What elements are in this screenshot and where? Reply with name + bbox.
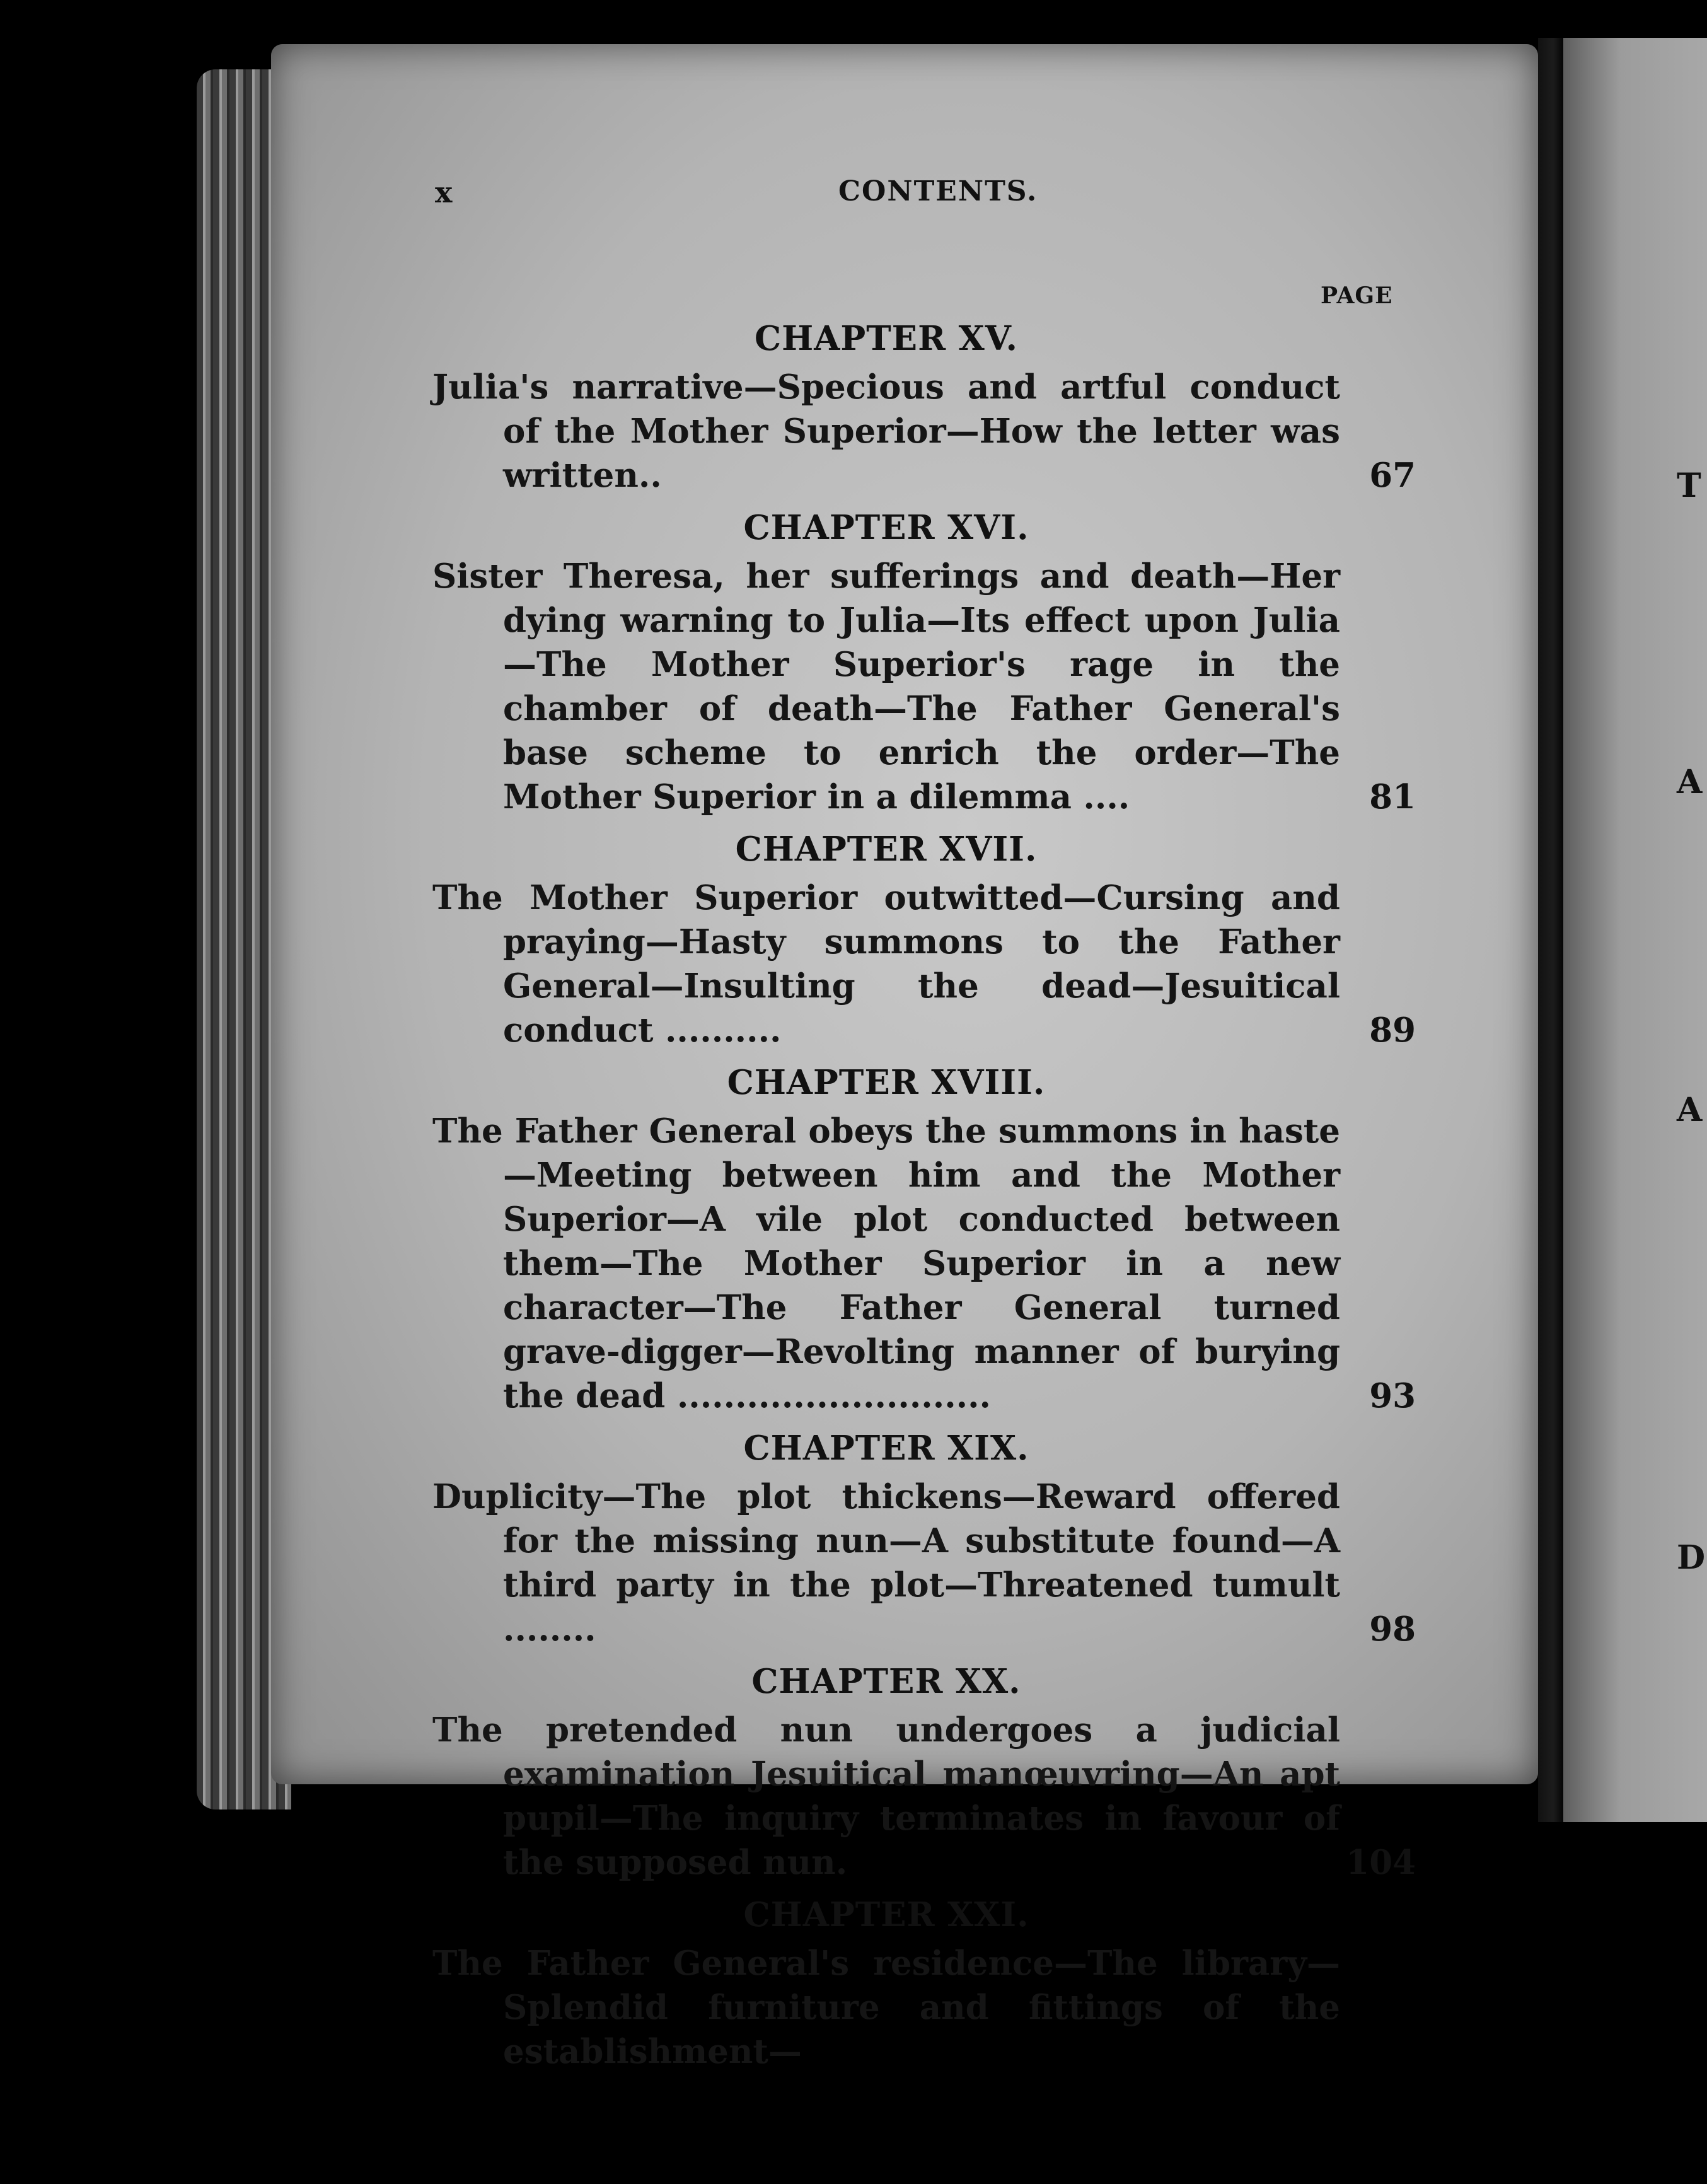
chapter-page-number: 89: [1369, 1011, 1416, 1050]
facing-page-fragment: A: [1677, 763, 1703, 801]
toc-entry: [432, 1888, 1416, 2074]
toc-entry: [432, 1422, 1416, 1651]
chapter-title: CHAPTER XVIII.: [727, 1063, 1046, 1102]
toc-entry: [432, 312, 1416, 497]
chapter-summary: [432, 1475, 1416, 1651]
toc-entry: [432, 501, 1416, 819]
chapter-summary: [432, 1708, 1416, 1885]
chapter-title: CHAPTER XX.: [751, 1662, 1021, 1701]
chapter-summary-text: Duplicity—The plot thickens—Reward offered for the missing nun—A substitute found—A third party in the plot—Threatened tumult ........: [432, 1477, 1340, 1649]
chapter-title: CHAPTER XVII.: [735, 830, 1038, 869]
page-column-label: PAGE: [1321, 282, 1393, 309]
chapter-summary: [432, 554, 1416, 819]
running-head: [0, 175, 1707, 219]
toc-entry: [432, 823, 1416, 1052]
facing-page-fragment: T: [1677, 467, 1701, 505]
chapter-title: CHAPTER XV.: [755, 319, 1018, 358]
toc-entry: [432, 1056, 1416, 1418]
chapter-page-number: 93: [1369, 1376, 1416, 1415]
chapter-summary: [432, 1941, 1340, 2074]
chapter-summary: [432, 365, 1416, 497]
chapter-summary-text: The Father General obeys the summons in haste—Meeting between him and the Mother Superior—A vile plot conducted between them—The Mother Superior in a new character—The Father General turned grave-digger—Revolting manner of burying the dead ...........................: [432, 1112, 1340, 1415]
chapter-summary: [432, 1109, 1416, 1418]
chapter-page-number: 98: [1369, 1610, 1416, 1649]
facing-page: [1563, 38, 1707, 1822]
chapter-summary-text: The Mother Superior outwitted—Cursing and praying—Hasty summons to the Father General—Insulting the dead—Jesuitical conduct ..........: [432, 878, 1340, 1050]
facing-page-fragment: A: [1677, 1091, 1703, 1129]
chapter-title: CHAPTER XIX.: [743, 1429, 1029, 1468]
chapter-summary-text: Julia's narrative—Specious and artful conduct of the Mother Superior—How the letter was written..: [432, 368, 1340, 495]
chapter-summary: [432, 876, 1416, 1052]
chapter-page-number: 81: [1369, 777, 1416, 816]
chapter-page-number: 104: [1346, 1843, 1416, 1882]
chapter-title: CHAPTER XXI.: [743, 1895, 1029, 1934]
chapter-summary-text: Sister Theresa, her sufferings and death—Her dying warning to Julia—Its effect upon Julia—The Mother Superior's rage in the chamber of death—The Father General's base scheme to enrich the order—The Mother Superior in a dilemma ....: [432, 557, 1340, 816]
toc-entry: [432, 1655, 1416, 1885]
chapter-summary-text: The pretended nun undergoes a judicial examination Jesuitical manœuvring—An apt pupil—The inquiry terminates in favour of the supposed nun.: [432, 1711, 1340, 1882]
book-gutter: [1538, 38, 1563, 1822]
page-folio: x: [435, 175, 453, 209]
chapter-title: CHAPTER XVI.: [743, 508, 1029, 547]
chapter-page-number: 67: [1369, 456, 1416, 495]
chapter-summary-text: The Father General's residence—The library—Splendid furniture and fittings of the establishment—: [432, 1944, 1340, 2071]
table-of-contents: [432, 312, 1416, 2074]
running-title: CONTENTS.: [838, 175, 1038, 207]
facing-page-fragment: D: [1677, 1538, 1706, 1577]
